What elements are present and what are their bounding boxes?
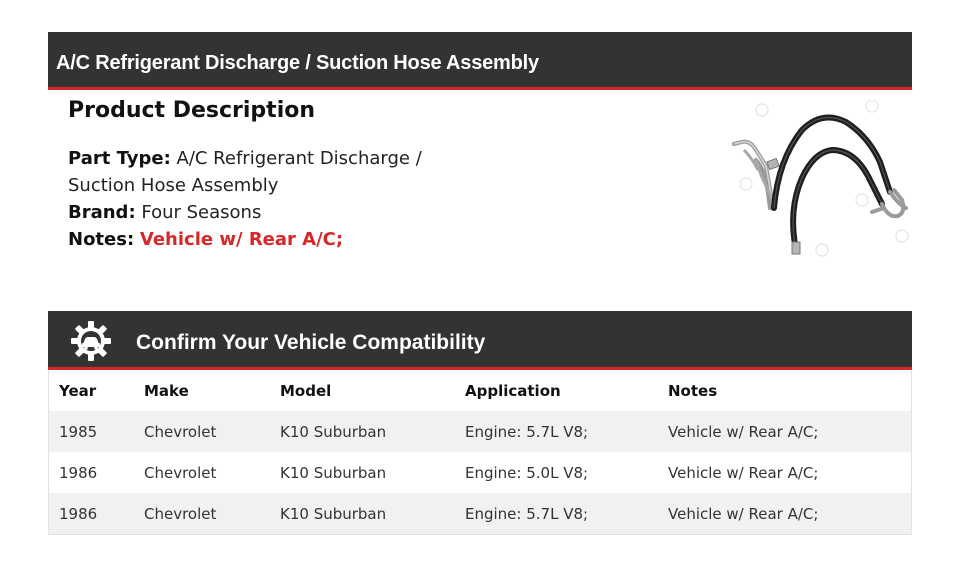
product-title: A/C Refrigerant Discharge / Suction Hose Assembly — [56, 52, 539, 74]
cell-year: 1986 — [49, 493, 134, 534]
gear-car-icon — [70, 320, 112, 362]
column-header-application: Application — [455, 370, 658, 411]
notes-line — [68, 226, 468, 253]
brand-label: Brand: — [68, 202, 136, 223]
cell-notes: Vehicle w/ Rear A/C; — [658, 493, 911, 534]
column-header-notes: Notes — [658, 370, 911, 411]
cell-year: 1985 — [49, 411, 134, 452]
cell-notes: Vehicle w/ Rear A/C; — [658, 411, 911, 452]
part-type-value-line2: Suction Hose Assembly — [68, 175, 279, 196]
compatibility-table — [48, 370, 912, 535]
cell-application: Engine: 5.0L V8; — [455, 452, 658, 493]
brand-value: Four Seasons — [141, 202, 262, 223]
cell-model: K10 Suburban — [270, 493, 455, 534]
part-type-value-line1: A/C Refrigerant Discharge / — [176, 148, 422, 169]
notes-label: Notes: — [68, 229, 135, 250]
cell-make: Chevrolet — [134, 452, 270, 493]
cell-make: Chevrolet — [134, 411, 270, 452]
table-row — [49, 452, 911, 493]
cell-model: K10 Suburban — [270, 452, 455, 493]
column-header-model: Model — [270, 370, 455, 411]
brand-line — [68, 199, 468, 226]
notes-value: Vehicle w/ Rear A/C; — [139, 229, 344, 250]
table-header-row — [49, 370, 911, 411]
table-row — [49, 493, 911, 534]
part-type-line — [68, 145, 468, 172]
compatibility-banner — [48, 311, 912, 370]
table-row — [49, 411, 911, 452]
cell-application: Engine: 5.7L V8; — [455, 411, 658, 452]
cell-application: Engine: 5.7L V8; — [455, 493, 658, 534]
compatibility-title: Confirm Your Vehicle Compatibility — [136, 331, 486, 354]
cell-model: K10 Suburban — [270, 411, 455, 452]
cell-year: 1986 — [49, 452, 134, 493]
product-title-banner — [48, 32, 912, 90]
product-description — [68, 98, 468, 253]
part-type-label: Part Type: — [68, 148, 171, 169]
cell-make: Chevrolet — [134, 493, 270, 534]
column-header-year: Year — [49, 370, 134, 411]
description-heading: Product Description — [68, 98, 316, 123]
part-type-line-2 — [68, 172, 468, 199]
ac-hose-assembly-image — [722, 100, 914, 264]
cell-notes: Vehicle w/ Rear A/C; — [658, 452, 911, 493]
column-header-make: Make — [134, 370, 270, 411]
